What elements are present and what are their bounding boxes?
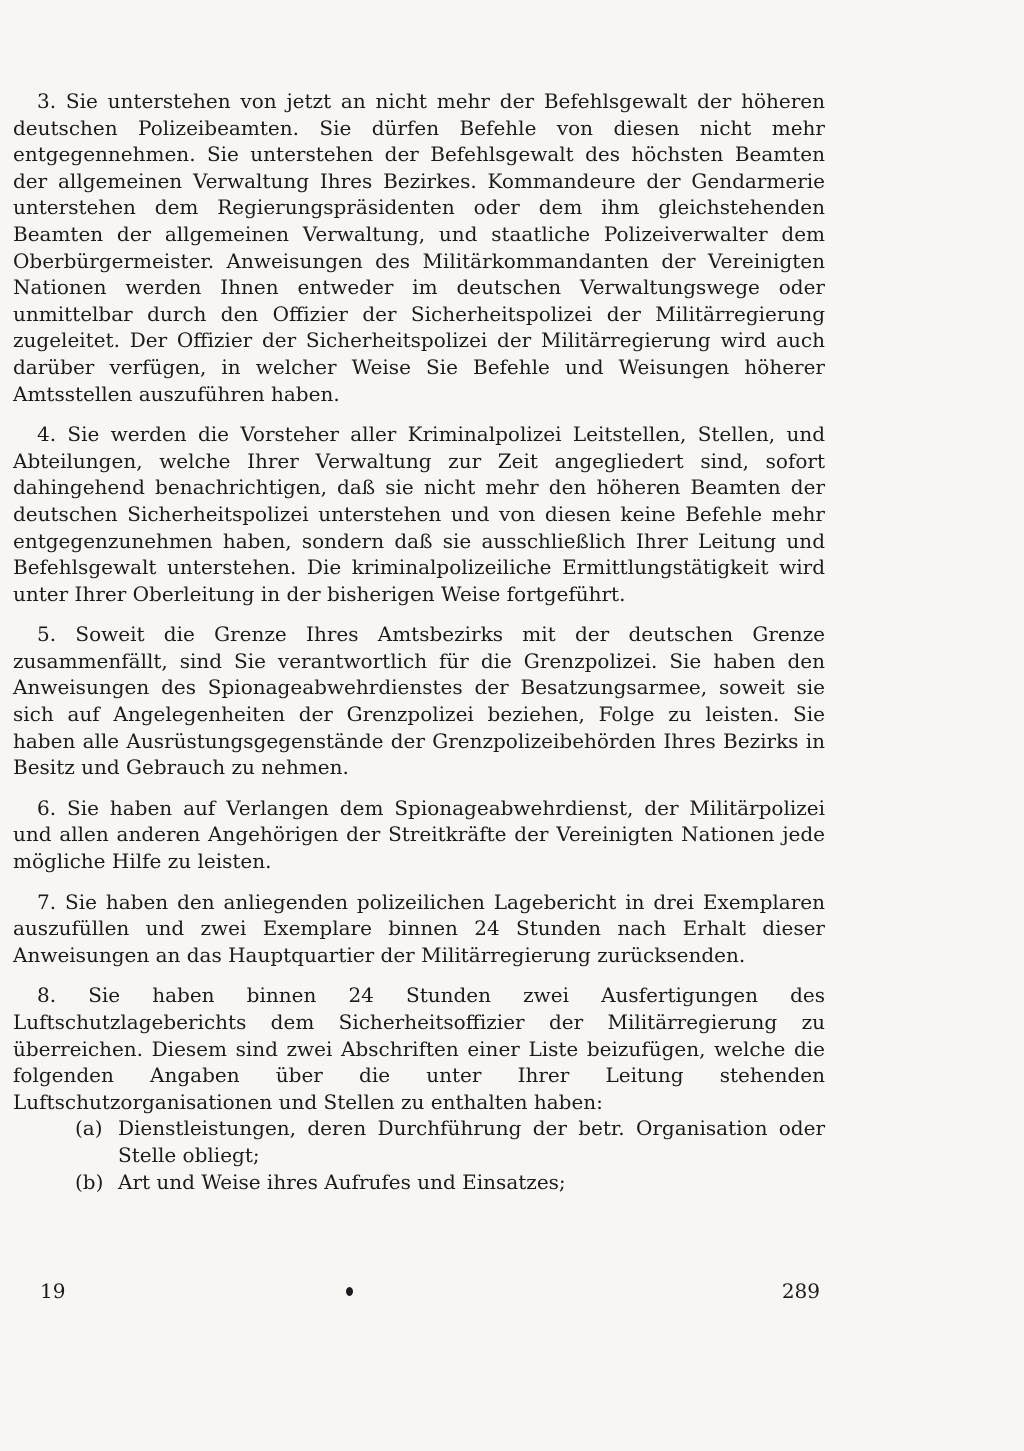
paragraph-8 [13, 982, 825, 1115]
paragraph-text: Sie haben auf Verlangen dem Spionageabwehrdienst, der Militärpolizei und allen anderen Angehörigen der Streitkräfte der Vereinigten Nationen jede mögliche Hilfe zu leisten. [13, 795, 825, 874]
list-text: Art und Weise ihres Aufrufes und Einsatzes; [118, 1169, 566, 1194]
footer-dot-mark [346, 1287, 353, 1296]
sub-list [75, 1115, 825, 1195]
paragraph-number: 8. [37, 983, 57, 1008]
paragraph-number: 5. [37, 622, 57, 647]
paragraph-3 [13, 88, 825, 407]
list-marker: (b) [75, 1169, 104, 1194]
list-text: Dienstleistungen, deren Durchführung der betr. Organisation oder Stelle obliegt; [118, 1116, 825, 1167]
list-item [75, 1115, 825, 1168]
paragraph-5 [13, 621, 825, 781]
paragraph-text: Sie haben binnen 24 Stunden zwei Ausfertigungen des Luftschutzlageberichts dem Sicherheitsoffizier der Militärregierung zu überreichen. Diesem sind zwei Abschriften einer Liste beizufügen, welche die folgenden Angaben über die unter Ihrer Leitung stehenden Luftschutzorganisationen und Stellen zu enthalten haben: [13, 983, 825, 1114]
list-item [75, 1169, 825, 1196]
paragraph-text: Sie werden die Vorsteher aller Kriminalpolizei Leitstellen, Stellen, und Abteilungen, welche Ihrer Verwaltung zur Zeit angegliedert sind, sofort dahingehend benachrichtigen, daß sie nicht mehr den höheren Beamten der deutschen Sicherheitspolizei unterstehen und von diesen keine Befehle mehr entgegenzunehmen haben, sondern daß sie ausschließlich Ihrer Leitung und Befehlsgewalt unterstehen. Die kriminalpolizeiliche Ermittlungstätigkeit wird unter Ihrer Oberleitung in der bisherigen Weise fortgeführt. [13, 422, 826, 606]
list-marker: (a) [75, 1116, 103, 1141]
paragraph-7 [13, 889, 825, 969]
page-number: 289 [781, 1279, 820, 1303]
paragraph-text: Soweit die Grenze Ihres Amtsbezirks mit der deutschen Grenze zusammenfällt, sind Sie verantwortlich für die Grenzpolizei. Sie haben den Anweisungen des Spionageabwehrdienstes der Besatzungsarmee, soweit sie sich auf Angelegenheiten der Grenzpolizei beziehen, Folge zu leisten. Sie haben alle Ausrüstungsgegenstände der Grenzpolizeibehörden Ihres Bezirks in Besitz und Gebrauch zu nehmen. [13, 622, 825, 780]
paragraph-number: 6. [37, 795, 57, 820]
paragraph-text: Sie unterstehen von jetzt an nicht mehr der Befehlsgewalt der höheren deutschen Polizeibeamten. Sie dürfen Befehle von diesen nicht mehr entgegennehmen. Sie unterstehen der Befehlsgewalt des höchsten Beamten der allgemeinen Verwaltung Ihres Bezirkes. Kommandeure der Gendarmerie unterstehen dem Regierungspräsidenten oder dem ihm gleichstehenden Beamten der allgemeinen Verwaltung, und staatliche Polizeiverwalter dem Oberbürgermeister. Anweisungen des Militärkommandanten der Vereinigten Nationen werden Ihnen entweder im deutschen Verwaltungswege oder unmittelbar durch den Offizier der Sicherheitspolizei der Militärregierung zugeleitet. Der Offizier der Sicherheitspolizei der Militärregierung wird auch darüber verfügen, in welcher Weise Sie Befehle und Weisungen höherer Amtsstellen auszuführen haben. [13, 89, 826, 406]
paragraph-6 [13, 795, 825, 875]
document-page [13, 88, 825, 1195]
paragraph-number: 3. [37, 89, 57, 113]
paragraph-number: 7. [37, 889, 57, 914]
signature-mark: 19 [40, 1279, 66, 1303]
paragraph-text: Sie haben den anliegenden polizeilichen Lagebericht in drei Exemplaren auszufüllen und zwei Exemplare binnen 24 Stunden nach Erhalt dieser Anweisungen an das Hauptquartier der Militärregierung zurücksenden. [13, 889, 825, 967]
paragraph-number: 4. [37, 422, 57, 447]
paragraph-4 [13, 421, 825, 607]
